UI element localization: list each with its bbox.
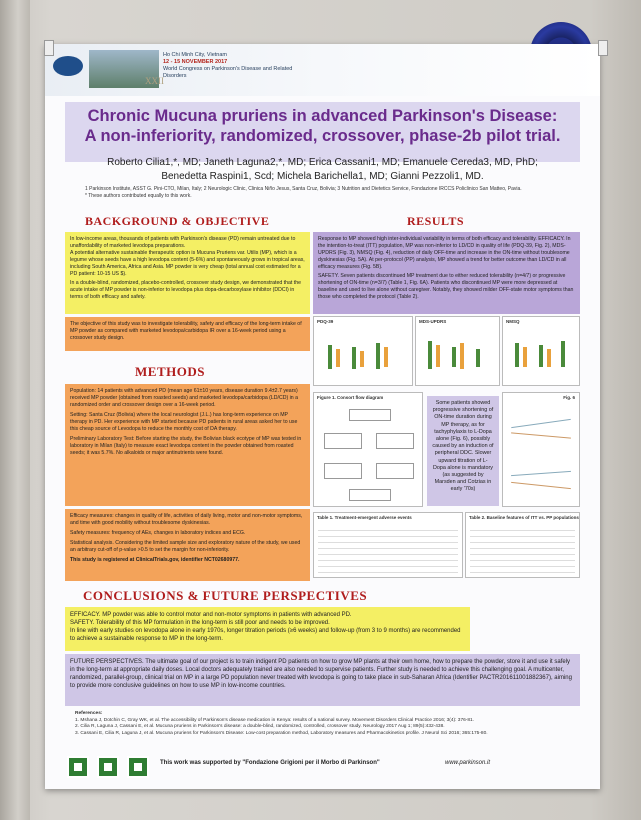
chart-bar [436,345,440,367]
chart-bar [547,349,551,367]
table-label: Table 2. Baseline features of ITT vs. PP populations [469,515,579,520]
chart-line [511,471,571,476]
background-p1: In low-income areas, thousands of patients with Parkinson's disease (PD) remain untreated due to unaffordability of marketed levodopa preparations. [70,236,296,249]
chart-bar [428,341,432,369]
section-results-title: RESULTS [407,214,465,228]
authors [65,156,580,184]
conclusion-titration: In line with early studies on levodopa alone in early 1970s, longer titration periods (≥6 weeks) and follow-up (from 3 to 9 months) are recommended to achieve a sustainable response to MP in the long-term. [70,628,461,642]
results-efficacy: Response to MP showed high inter-individual variability in terms of both efficacy and tolerability. EFFICACY. In the intention-to-treat (ITT) population, MP was non-inferior to LD/CD in quality of life (PDQ-39, Fig. 2), MDS-UPDRS (Fig. 3), NMSQ (Fig. 4), reduction of daily OFF-time and increase in the ON-time without troublesome dyskinesias (Fig. 5A). At per-protocol (PP) analysis, MP showed a trend for better outcome than LD/CD in all efficacy measures (Fig. 5B). [318,236,571,270]
section-methods-title: METHODS [135,364,205,379]
conclusion-efficacy: EFFICACY. MP powder was able to control motor and non-motor symptoms in patients with advanced PD. [70,612,352,618]
background-p2: A potential alternative sustainable therapeutic option is Mucuna Pruriens var. Utilis (MP), which is a legume whose seeds have a high levodopa content (5-6%) and spontaneously grows in tropical areas, including South America, Africa and Asia. MP powder is very cheap (total annual cost estimated for a PD patient: 10-15 US $). [70,250,305,277]
chart-bar [539,345,543,367]
congress-number: XXII [145,76,164,86]
affiliations [85,186,565,200]
figure-flow-diagram [313,392,423,507]
background-box [65,232,310,314]
table-label: Table 1. Treatment-emergent adverse events [317,515,412,520]
flow-node [324,463,362,479]
flow-node [324,433,362,449]
objective-box: The objective of this study was to investigate tolerability, safety and efficacy of the long-term intake of MP powder as compared with marketed levodopa/carbidopa IR over a 16-week period using a crossover study design. [65,317,310,351]
chart-bar [523,347,527,367]
chart-bar [515,343,519,367]
results-safety: SAFETY. Seven patients discontinued MP treatment due to either reduced tolerability (n=4/7) or progressive shortening of ON-time (n=3/7) (Table 1, Fig. 6A). Patients who discontinued MP were more depressed at baseline and used to live alone without caregiver. Notably, they showed milder OFF-state motor symptoms than those who completed the protocol (Table 2). [318,273,574,300]
poster [45,44,600,789]
measures-box [65,509,310,581]
poster-clip [44,40,54,56]
chart-line [511,482,571,489]
figure-6 [502,392,580,507]
sponsor-logo [67,756,89,778]
congress-name: World Congress on Parkinson's Disease and Related Disorders [163,66,293,79]
website: www.parkinson.it [445,760,491,766]
statistical-analysis: Statistical analysis. Considering the limited sample size and exploratory nature of the study, we used an arbitrary cut-off of p-value >0.5 to set the margin for non-inferiority. [70,540,301,553]
chart-bar [460,343,464,369]
figure-label: Fig. 6 [563,395,575,400]
background-p3: In a double-blind, randomized, placebo-controlled, crossover study design, we demonstrated that the acute intake of MP powder is non-inferior to levodopa plus dopa-decarboxylase inhibitor (DDCI) in terms of both efficacy and safety. [70,280,301,300]
reference-3: 3. Cassani E, Cilia R, Laguna J, et al. Mucuna pruriens for Parkinson's Disease: Low-cost preparation method, Laboratory measures and Pharmacokinetics profile. J Neurol Sci 2016; 365:175-80. [75,730,488,736]
tachyphylaxis-note: Some patients showed progressive shortening of ON-time duration during MP therapy, as for tachyphylaxis to L-Dopa alone (Fig. 6), possibly caused by an induction of peripheral DDC. Slower upward titration of L-Dopa alone is mandatory (as suggested by Marsden and Cotzias in early '70s) [427,396,499,506]
figure-label: MDS-UPDRS [419,319,447,324]
chart-bar [384,347,388,367]
trial-registration: This study is registered at ClinicalTrials.gov, identifier NCT02680977. [70,557,240,563]
future-perspectives-box: FUTURE PERSPECTIVES. The ultimate goal of our project is to train indigent PD patients on how to grow MP plants at their own home, how to prepare the powder, store it and use it safely in the long-term at appropriate daily doses. Local doctors adequately trained are also needed to supervise patients. Further study is needed to achieve this challenging goal. A multicenter, randomized, parallel-group, clinical trial on MP in a large PD population never treated with levodopa is going to take place in sub-Saharan Africa (Identifier PACTR201611001882367), aiming to provide more conclusive guidelines on how to use MP in low-income countries. [65,654,580,706]
section-background-title: BACKGROUND & OBJECTIVE [85,214,270,228]
congress-dates: 12 - 15 NOVEMBER 2017 [163,59,228,65]
congress-logo [53,56,83,76]
flow-node [349,409,391,421]
congress-city: Ho Chi Minh City, Vietnam [163,52,227,58]
figure-pdq39 [313,316,413,386]
efficacy-measures: Efficacy measures: changes in quality of life, activities of daily living, motor and non-motor symptoms, and time with good mobility without troublesome dyskinesias. [70,513,303,526]
chart-bar [360,351,364,367]
conclusion-safety: SAFETY. Tolerability of this MP formulation in the long-term is still poor and needs to be improved. [70,620,330,626]
poster-title [65,106,580,146]
chart-line [511,419,571,428]
congress-info [163,52,303,80]
safety-measures: Safety measures: frequency of AEs, changes in laboratory indices and ECG. [70,530,246,536]
chart-bar [376,343,380,369]
references-label: References: [75,711,103,716]
table-1 [313,512,463,578]
figure-label: PDQ-39 [317,319,334,324]
title-line2: A non-inferiority, randomized, crossover, phase-2b pilot trial. [84,127,561,145]
chart-line [511,432,571,438]
figure-nmsq [502,316,580,386]
methods-population: Population: 14 patients with advanced PD (mean age 61±10 years, disease duration 9.4±2.7 years) received MP powder (obtained from roasted seeds) and marketed levodopa/carbidopa (LD/CD) in a randomized order and crossover design over a 16-week period. [70,388,298,408]
reference-2: 2. Cilia R, Laguna J, Cassani E, et al. Mucuna pruriens in Parkinson's disease: a double-blind, randomized, controlled, crossover study. Neurology 2017 Aug 1; 89(5):432-438. [75,724,445,729]
authors-line2: Benedetta Raspini1, Scd; Michela Barichella1, MD; Gianni Pezzoli1, MD. [161,171,484,182]
flow-node [376,433,414,449]
table-rows [318,525,458,573]
title-line1: Chronic Mucuna pruriens in advanced Parkinson's Disease: [87,107,558,125]
results-box [313,232,580,314]
figure-label: NMSQ [506,319,520,324]
poster-clip [598,40,608,56]
methods-setting: Setting: Santa Cruz (Bolivia) where the local neurologist (J.L.) has long-term experience on MP therapy in PD. Her experience with MP started because PD patients in rural areas asked her to use this cheap source of Levodopa to reduce the monthly cost of DA therapy. [70,412,298,432]
chart-bar [328,345,332,369]
affiliations-text: 1 Parkinson Institute, ASST G. Pini-CTO, Milan, Italy; 2 Neurologic Clinic, Clinica Niño Jesus, Santa Cruz, Bolivia; 3 Nutrition and Dietetics Service, Fondazione IRCCS Policlinico San Matteo, Pavia. [85,186,522,192]
authors-line1: Roberto Cilia1,*, MD; Janeth Laguna2,*, MD; Erica Cassani1, MD; Emanuele Cereda3, MD, PhD; [107,157,538,168]
flow-node [349,489,391,501]
equal-contribution: * These authors contributed equally to this work. [85,193,192,199]
methods-lab-test: Preliminary Laboratory Test: Before starting the study, the Bolivian black ecotype of MP was tested in laboratory in Milan (Italy) to measure exact levodopa content in the powder obtained from roasted seeds; it was 5.7%. No alkaloids or major antinutrients were found. [70,436,302,456]
references [75,711,575,737]
sponsor-logo [127,756,149,778]
reference-1: 1. Mshana J, Dotchin C, Gray WK, et al. The accessibility of Parkinson's disease medication in Kenya: results of a national survey. Movement Disorders Clinical Practice 2016; 3(4): 376-81. [75,717,475,723]
chart-bar [476,349,480,367]
table-2 [465,512,580,578]
section-conclusions-title: CONCLUSIONS & FUTURE PERSPECTIVES [83,588,368,603]
chart-bar [336,349,340,367]
figure-label: Figure 1. Consort flow diagram [317,395,384,400]
sponsor-logo [97,756,119,778]
conclusions-box [65,607,470,651]
support-note: This work was supported by "Fondazione Grigioni per il Morbo di Parkinson" [160,760,380,766]
flow-node [376,463,414,479]
table-rows [470,525,575,573]
chart-bar [352,347,356,369]
chart-bar [561,341,565,367]
chart-bar [452,347,456,367]
methods-box [65,384,310,506]
board-edge [0,0,30,820]
figure-mds-updrs [415,316,500,386]
